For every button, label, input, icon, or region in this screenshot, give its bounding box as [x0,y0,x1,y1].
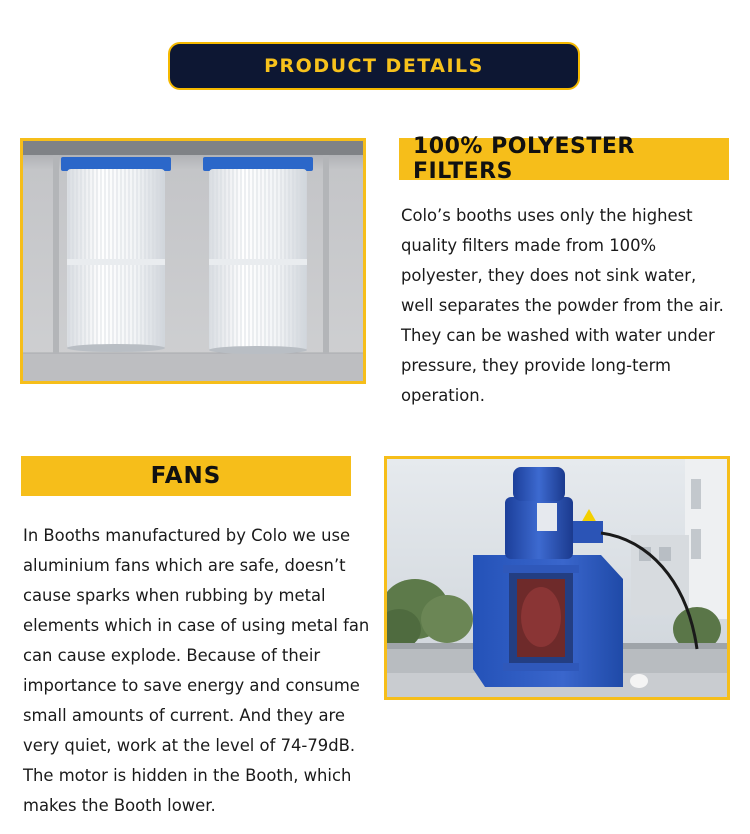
product-details-banner [168,42,580,90]
fans-line: small amounts of current. And they are [23,706,345,725]
fans-line: very quiet, work at the level of 74-79dB. [23,736,356,755]
filters-line: pressure, they provide long-term [401,356,672,375]
filters-line: polyester, they does not sink water, [401,266,697,285]
fans-line: The motor is hidden in the Booth, which [23,766,352,785]
fans-line: can cause explode. Because of their [23,646,321,665]
filters-illustration [23,141,363,381]
fans-line: cause sparks when rubbing by metal [23,586,326,605]
aluminium-fan-photo [384,456,730,700]
fans-heading: FANS [21,456,351,496]
filters-line: quality filters made from 100% [401,236,657,255]
fans-line: importance to save energy and consume [23,676,360,695]
fans-line: In Booths manufactured by Colo we use [23,526,351,545]
banner-title: PRODUCT DETAILS [264,55,484,77]
fans-line: makes the Booth lower. [23,796,216,815]
filters-line: well separates the powder from the air. [401,296,724,315]
filters-line: They can be washed with water under [401,326,715,345]
fans-line: aluminium fans which are safe, doesn’t [23,556,346,575]
fans-description [23,521,369,821]
fans-line: elements which in case of using metal fan [23,616,370,635]
filters-line: operation. [401,386,485,405]
polyester-filters-heading: 100% POLYESTER FILTERS [399,138,729,180]
filters-line: Colo’s booths uses only the highest [401,206,693,225]
polyester-filters-photo [20,138,366,384]
polyester-filters-description [401,201,724,411]
fan-illustration [387,459,727,697]
